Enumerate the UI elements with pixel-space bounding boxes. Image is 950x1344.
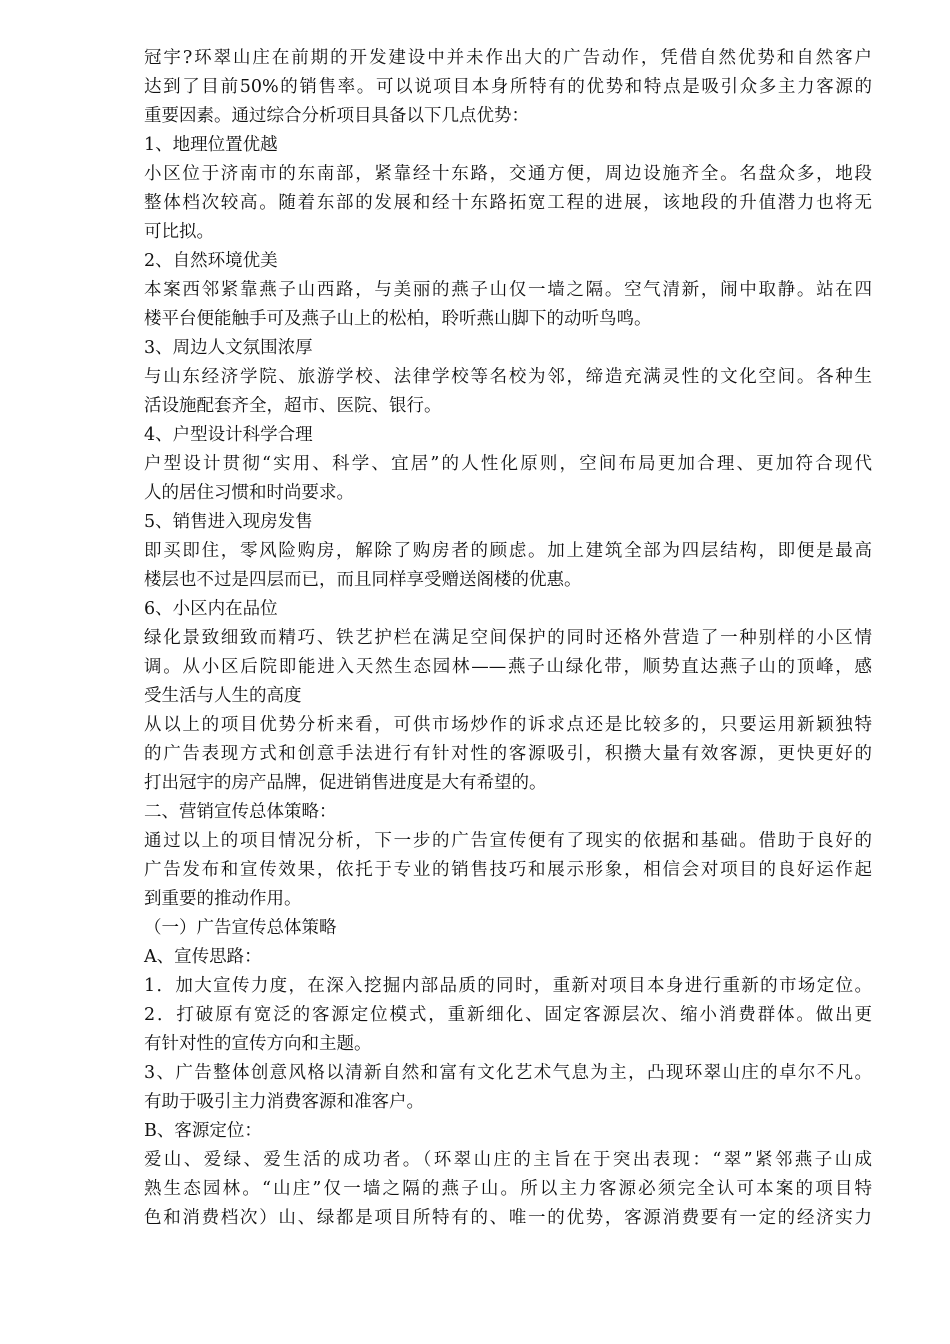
text-line: 5、销售进入现房发售: [144, 512, 313, 532]
text-line: 楼层也不过是四层而已，而且同样享受赠送阁楼的优惠。: [144, 570, 582, 590]
text-line: 从以上的项目优势分析来看，可供市场炒作的诉求点还是比较多的，只要运用新颖独特: [144, 715, 872, 735]
text-line: 可比拟。: [144, 222, 214, 242]
text-line: 有针对性的宣传方向和主题。: [144, 1034, 372, 1054]
text-line: 整体档次较高。随着东部的发展和经十东路拓宽工程的进展，该地段的升值潜力也将无: [144, 193, 872, 213]
text-line: 与山东经济学院、旅游学校、法律学校等名校为邻，缔造充满灵性的文化空间。各种生: [144, 367, 872, 387]
text-line: 1、地理位置优越: [144, 135, 278, 155]
text-line: A、宣传思路：: [144, 947, 262, 967]
text-line: 重要因素。通过综合分析项目具备以下几点优势：: [144, 106, 529, 126]
text-line: 绿化景致细致而精巧、铁艺护栏在满足空间保护的同时还格外营造了一种别样的小区情: [144, 628, 872, 648]
text-line: 4、户型设计科学合理: [144, 425, 313, 445]
text-line: 受生活与人生的高度: [144, 686, 302, 706]
text-line: 冠宇?环翠山庄在前期的开发建设中并未作出大的广告动作，凭借自然优势和自然客户: [144, 48, 872, 68]
text-line: 到重要的推动作用。: [144, 889, 302, 909]
text-line: 小区位于济南市的东南部，紧靠经十东路，交通方便，周边设施齐全。名盘众多，地段: [144, 164, 872, 184]
text-line: （一）广告宣传总体策略: [144, 918, 337, 938]
text-line: 即买即住，零风险购房，解除了购房者的顾虑。加上建筑全部为四层结构，即便是最高: [144, 541, 872, 561]
text-line: 6、小区内在品位: [144, 599, 278, 619]
text-line: 户型设计贯彻“实用、科学、宜居”的人性化原则，空间布局更加合理、更加符合现代: [144, 454, 872, 474]
text-line: 有助于吸引主力消费客源和准客户。: [144, 1092, 424, 1112]
text-line: 达到了目前50%的销售率。可以说项目本身所特有的优势和特点是吸引众多主力客源的: [144, 77, 872, 97]
text-line: 打出冠宇的房产品牌，促进销售进度是大有希望的。: [144, 773, 547, 793]
text-line: B、客源定位：: [144, 1121, 262, 1141]
text-line: 1．加大宣传力度，在深入挖掘内部品质的同时，重新对项目本身进行重新的市场定位。: [144, 976, 872, 996]
text-line: 广告发布和宣传效果，依托于专业的销售技巧和展示形象，相信会对项目的良好运作起: [144, 860, 872, 880]
document-page: [144, 44, 872, 1233]
text-line: 熟生态园林。“山庄”仅一墙之隔的燕子山。所以主力客源必须完全认可本案的项目特: [144, 1179, 872, 1199]
text-line: 本案西邻紧靠燕子山西路，与美丽的燕子山仅一墙之隔。空气清新，闹中取静。站在四: [144, 280, 872, 300]
text-line: 2．打破原有宽泛的客源定位模式，重新细化、固定客源层次、缩小消费群体。做出更: [144, 1005, 872, 1025]
text-line: 的广告表现方式和创意手法进行有针对性的客源吸引，积攒大量有效客源，更快更好的: [144, 744, 872, 764]
text-line: 楼平台便能触手可及燕子山上的松柏，聆听燕山脚下的动听鸟鸣。: [144, 309, 652, 329]
text-line: 色和消费档次）山、绿都是项目所特有的、唯一的优势，客源消费要有一定的经济实力: [144, 1208, 872, 1228]
text-line: 二、营销宣传总体策略：: [144, 802, 337, 822]
text-line: 活设施配套齐全，超市、医院、银行。: [144, 396, 442, 416]
text-line: 2、自然环境优美: [144, 251, 278, 271]
text-line: 3、广告整体创意风格以清新自然和富有文化艺术气息为主，凸现环翠山庄的卓尔不凡。: [144, 1063, 872, 1083]
text-line: 调。从小区后院即能进入天然生态园林——燕子山绿化带，顺势直达燕子山的顶峰，感: [144, 657, 872, 677]
text-line: 3、周边人文氛围浓厚: [144, 338, 313, 358]
text-line: 人的居住习惯和时尚要求。: [144, 483, 354, 503]
text-line: 爱山、爱绿、爱生活的成功者。（环翠山庄的主旨在于突出表现：“翠”紧邻燕子山成: [144, 1150, 872, 1170]
text-line: 通过以上的项目情况分析，下一步的广告宣传便有了现实的依据和基础。借助于良好的: [144, 831, 872, 851]
